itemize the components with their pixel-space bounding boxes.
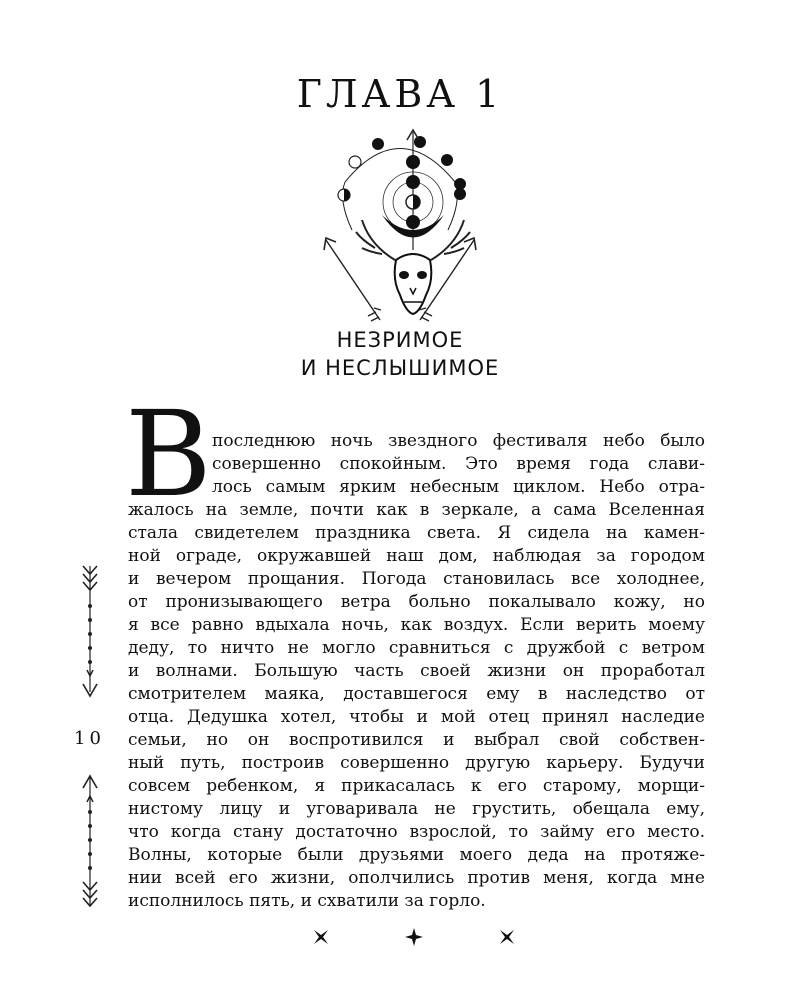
page-number: 10 [74, 728, 105, 749]
text-line: исполнилось пять, и схватили за горло. [128, 891, 486, 911]
text-line: и вечером прощания. Погода становилась все холоднее, [128, 569, 705, 589]
star-cross-icon [312, 928, 330, 946]
text-line: совершенно спокойным. Это время года слави- [212, 454, 705, 474]
drop-cap: В [125, 385, 212, 523]
text-line: что когда стану достаточно взрослой, то займу его место. [128, 822, 705, 842]
text-line: деду, то ничто не могло сравниться с дружбой с ветром [128, 638, 705, 658]
star-cross-icon [498, 928, 516, 946]
text-line: жалось на земле, почти как в зеркале, а сама Вселенная [128, 500, 705, 520]
text-line: ный путь, построив совершенно другую карьеру. Будучи [128, 753, 705, 773]
text-line: лось самым ярким небесным циклом. Небо отра- [212, 477, 705, 497]
margin-arrow-up-icon [80, 770, 100, 910]
subtitle-line-2: И НЕСЛЫШИМОЕ [300, 356, 500, 380]
text-line: смотрителем маяка, доставшегося ему в наследство от [128, 684, 705, 704]
text-line: стала свидетелем праздника света. Я сидела на камен- [128, 523, 705, 543]
text-line: ной ограде, окружавшей наш дом, наблюдая за городом [128, 546, 705, 566]
text-line: нии всей его жизни, ополчились против меня, когда мне [128, 868, 705, 888]
text-line: я все равно вдыхала ночь, как воздух. Если верить моему [128, 615, 705, 635]
text-line: отца. Дедушка хотел, чтобы и мой отец принял наследие [128, 707, 705, 727]
text-line: семьи, но он воспротивился и выбрал свой собствен- [128, 730, 705, 750]
subtitle-line-1: НЕЗРИМОЕ [336, 328, 464, 352]
text-line: совсем ребенком, я прикасалась к его старому, морщи- [128, 776, 705, 796]
text-line: Волны, которые были друзьями моего деда на протяже- [128, 845, 705, 865]
margin-arrow-down-icon [80, 562, 100, 702]
text-line: последнюю ночь звездного фестиваля небо было [212, 431, 705, 451]
text-line: и волнами. Большую часть своей жизни он проработал [128, 661, 705, 681]
text-line: от пронизывающего ветра больно покалывало кожу, но [128, 592, 705, 612]
chapter-title: ГЛАВА 1 [296, 72, 504, 116]
text-line: нистому лицу и уговаривала не грустить, обещала ему, [128, 799, 705, 819]
four-point-star-icon [405, 928, 423, 946]
